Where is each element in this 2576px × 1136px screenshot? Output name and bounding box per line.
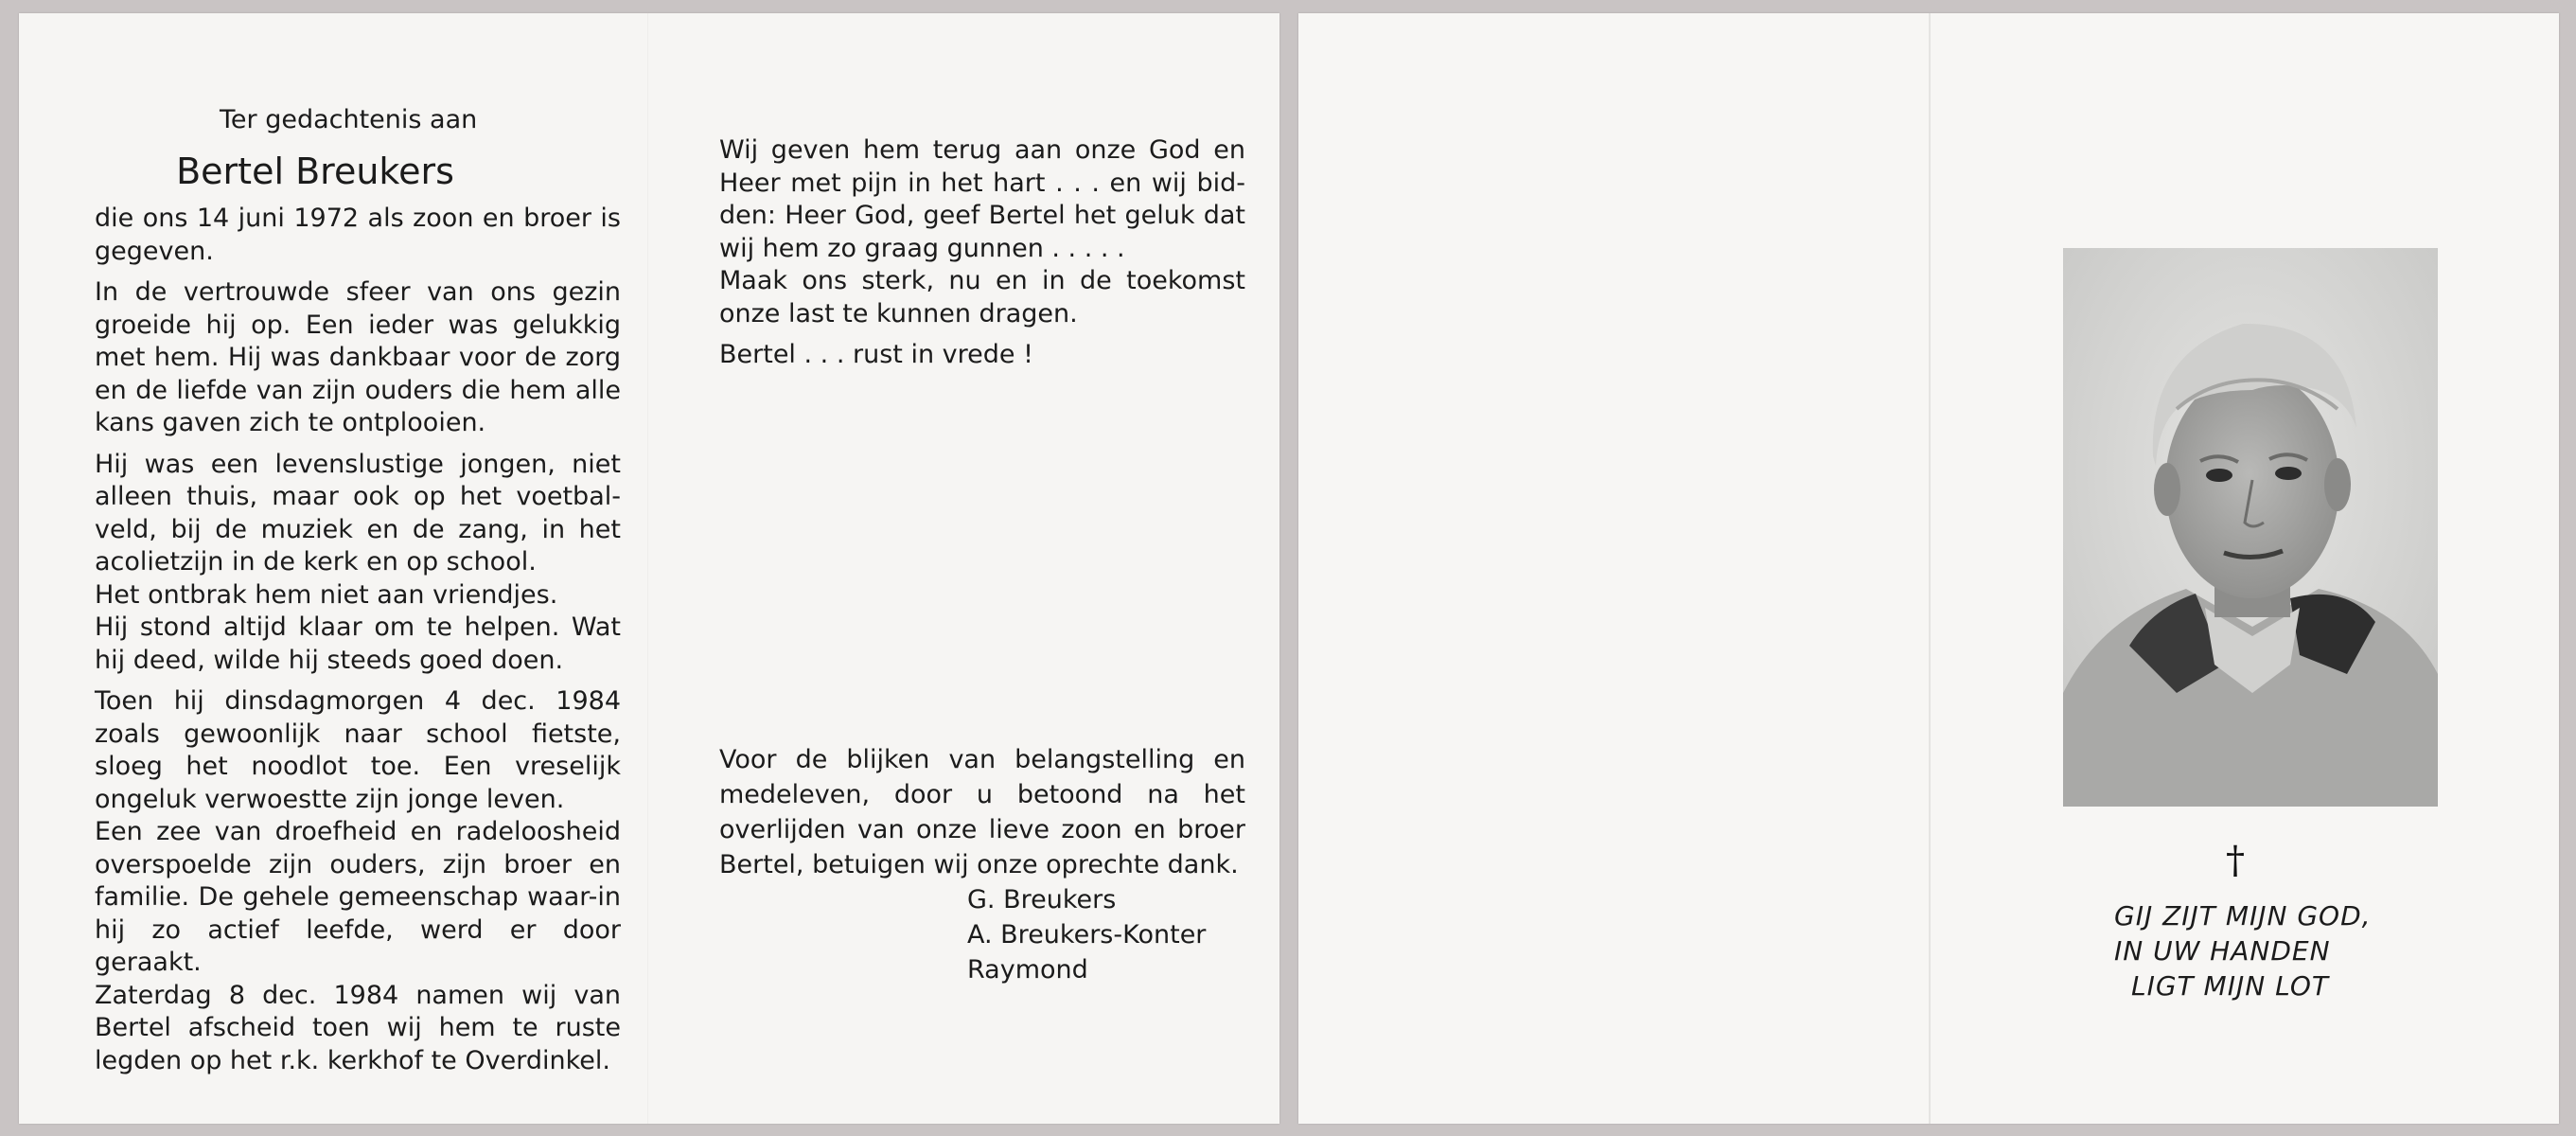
signer: A. Breukers-Konter — [967, 920, 1207, 950]
thanks-text: Voor de blijken van belangstelling en medeleven, door u betoond na het overlijden van onze lieve zoon en broer Bertel, betuigen wij onze oprechte dank. — [719, 745, 1245, 879]
left-fold — [647, 13, 648, 1124]
deceased-name: Bertel Breukers — [176, 151, 454, 192]
prayer-column — [719, 134, 1245, 381]
verse-line: GIJ ZIJT MIJN GOD, — [2114, 900, 2372, 932]
heading: Ter gedachtenis aan — [220, 105, 478, 134]
prayer-paragraph: Wij geven hem terug aan onze God en Heer met pijn in het hart . . . en wij bid-den: Heer God, geef Bertel het geluk dat wij hem zo graag gunnen . . . . . — [719, 135, 1245, 263]
right-fold — [1929, 13, 1931, 1124]
bio-paragraph: die ons 14 juni 1972 als zoon en broer is gegeven. — [95, 204, 621, 266]
verse — [2114, 898, 2417, 1003]
bio-paragraph: Hij was een levenslustige jongen, niet alleen thuis, maar ook op het voetbal-veld, bij de muziek en de zang, in het acolietzijn in de kerk en op school. — [95, 449, 621, 577]
verse-line: LIGT MIJN LOT — [2131, 970, 2329, 1002]
thanks-column — [719, 742, 1245, 987]
signer: G. Breukers — [967, 885, 1117, 914]
prayer-paragraph: Maak ons sterk, nu en in de toekomst onze last te kunnen dragen. — [719, 266, 1245, 328]
bio-paragraph: Het ontbrak hem niet aan vriendjes. — [95, 579, 558, 610]
bio-paragraph: Toen hij dinsdagmorgen 4 dec. 1984 zoals gewoonlijk naar school fietste, sloeg het noodlot toe. Een vreselijk ongeluk verwoestte zijn jonge leven. — [95, 686, 621, 814]
left-card — [19, 13, 1279, 1124]
cross-icon: † — [2226, 839, 2245, 882]
bio-paragraph: Zaterdag 8 dec. 1984 namen wij van Bertel afscheid toen wij hem te ruste legden op het r.k. kerkhof te Overdinkel. — [95, 980, 621, 1075]
bio-paragraph: In de vertrouwde sfeer van ons gezin groeide hij op. Een ieder was gelukkig met hem. Hij was dankbaar voor de zorg en de liefde van zijn ouders die hem alle kans gaven zich te ontplooien. — [95, 277, 621, 437]
prayer-paragraph: Bertel . . . rust in vrede ! — [719, 340, 1033, 369]
verse-line: IN UW HANDEN — [2114, 935, 2331, 967]
signer: Raymond — [967, 955, 1088, 985]
right-card — [1298, 13, 2559, 1124]
biography-column — [95, 203, 621, 1086]
portrait-image — [2063, 248, 2438, 807]
portrait-photo — [2063, 248, 2438, 807]
bio-paragraph: Een zee van droefheid en radeloosheid overspoelde zijn ouders, zijn broer en familie. De gehele gemeenschap waar-in hij zo actief leefde, werd er door geraakt. — [95, 817, 621, 977]
bio-paragraph: Hij stond altijd klaar om te helpen. Wat hij deed, wilde hij steeds goed doen. — [95, 612, 621, 675]
